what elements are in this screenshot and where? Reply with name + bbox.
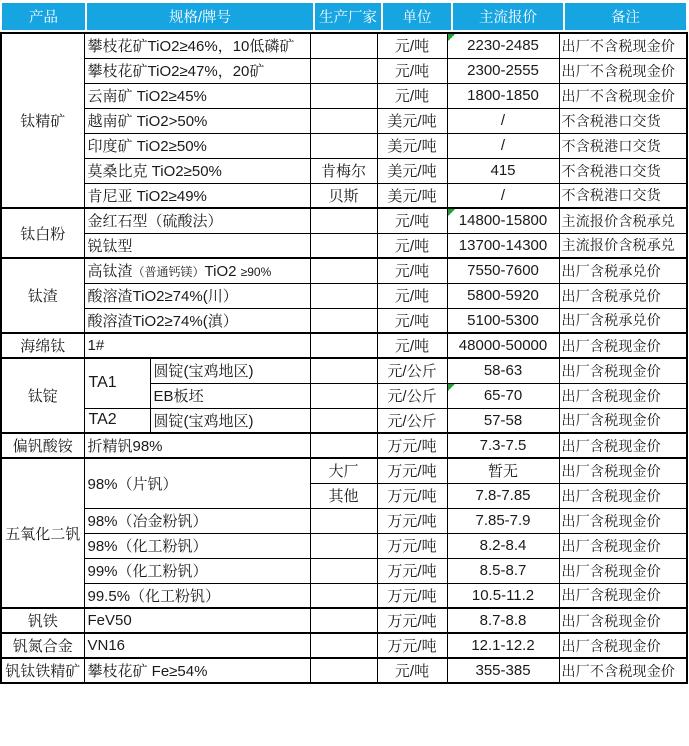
manufacturer-cell bbox=[310, 208, 377, 233]
note-cell: 主流报价含税承兑 bbox=[559, 208, 687, 233]
col-header-unit: 单位 bbox=[382, 2, 452, 31]
table-row bbox=[1, 508, 687, 533]
unit-cell: 万元/吨 bbox=[377, 458, 447, 483]
price-cell: 10.5-11.2 bbox=[447, 583, 559, 608]
unit-cell: 万元/吨 bbox=[377, 583, 447, 608]
spec-cell: 酸溶渣TiO2≥74%(川） bbox=[84, 283, 310, 308]
product-cell: 钛渣 bbox=[1, 258, 84, 333]
spec-cell: 99.5%（化工粉钒） bbox=[84, 583, 310, 608]
price-cell: 14800-15800 bbox=[447, 208, 559, 233]
manufacturer-cell bbox=[310, 583, 377, 608]
price-cell: 1800-1850 bbox=[447, 83, 559, 108]
unit-cell: 元/吨 bbox=[377, 658, 447, 683]
manufacturer-cell bbox=[310, 533, 377, 558]
manufacturer-cell bbox=[310, 133, 377, 158]
manufacturer-cell bbox=[310, 658, 377, 683]
unit-cell: 元/吨 bbox=[377, 308, 447, 333]
manufacturer-cell bbox=[310, 508, 377, 533]
grade-cell: TA2 bbox=[84, 408, 150, 433]
table-row bbox=[1, 233, 687, 258]
unit-cell: 美元/吨 bbox=[377, 108, 447, 133]
product-cell: 钛锭 bbox=[1, 358, 84, 433]
product-cell: 偏钒酸铵 bbox=[1, 433, 84, 458]
unit-cell: 万元/吨 bbox=[377, 533, 447, 558]
table-row bbox=[1, 333, 687, 358]
price-cell: 7.85-7.9 bbox=[447, 508, 559, 533]
spec-text-segment: （普通钙镁） bbox=[132, 265, 205, 280]
price-cell: 8.7-8.8 bbox=[447, 608, 559, 633]
price-cell: 355-385 bbox=[447, 658, 559, 683]
price-cell: 415 bbox=[447, 158, 559, 183]
note-cell: 出厂含税现金价 bbox=[559, 483, 687, 508]
table-row bbox=[1, 658, 687, 683]
note-cell: 出厂含税现金价 bbox=[559, 383, 687, 408]
col-header-price: 主流报价 bbox=[452, 2, 564, 31]
price-cell: 暂无 bbox=[447, 458, 559, 483]
table-header-row bbox=[0, 1, 688, 32]
note-cell: 出厂含税现金价 bbox=[559, 358, 687, 383]
spec-cell: 莫桑比克 TiO2≥50% bbox=[84, 158, 310, 183]
table-row bbox=[1, 133, 687, 158]
note-cell: 出厂含税现金价 bbox=[559, 533, 687, 558]
price-cell: 2230-2485 bbox=[447, 33, 559, 58]
note-cell: 出厂含税现金价 bbox=[559, 458, 687, 483]
price-cell: 8.2-8.4 bbox=[447, 533, 559, 558]
spec-cell: 98%（化工粉钒） bbox=[84, 533, 310, 558]
table-row bbox=[1, 108, 687, 133]
table-row bbox=[1, 608, 687, 633]
col-header-note: 备注 bbox=[564, 2, 687, 31]
spec-cell: 折精钒98% bbox=[84, 433, 310, 458]
note-cell: 出厂含税现金价 bbox=[559, 608, 687, 633]
spec-cell: FeV50 bbox=[84, 608, 310, 633]
manufacturer-cell bbox=[310, 108, 377, 133]
product-cell: 钒铁 bbox=[1, 608, 84, 633]
note-cell: 出厂不含税现金价 bbox=[559, 33, 687, 58]
manufacturer-cell bbox=[310, 233, 377, 258]
price-table bbox=[0, 32, 688, 684]
manufacturer-cell bbox=[310, 258, 377, 283]
price-cell: 7.8-7.85 bbox=[447, 483, 559, 508]
note-cell: 不含税港口交货 bbox=[559, 108, 687, 133]
manufacturer-cell bbox=[310, 433, 377, 458]
note-cell: 出厂不含税现金价 bbox=[559, 58, 687, 83]
price-cell: / bbox=[447, 108, 559, 133]
unit-cell: 元/吨 bbox=[377, 283, 447, 308]
spec-cell: 金红石型（硫酸法） bbox=[84, 208, 310, 233]
price-cell: 5800-5920 bbox=[447, 283, 559, 308]
table-row bbox=[1, 433, 687, 458]
product-cell: 钒氮合金 bbox=[1, 633, 84, 658]
note-cell: 不含税港口交货 bbox=[559, 183, 687, 208]
note-cell: 不含税港口交货 bbox=[559, 133, 687, 158]
col-header-spec: 规格/牌号 bbox=[86, 2, 314, 31]
table-row bbox=[1, 33, 687, 58]
unit-cell: 元/公斤 bbox=[377, 383, 447, 408]
note-cell: 出厂含税现金价 bbox=[559, 433, 687, 458]
table-row bbox=[1, 183, 687, 208]
manufacturer-cell: 大厂 bbox=[310, 458, 377, 483]
manufacturer-cell bbox=[310, 408, 377, 433]
unit-cell: 元/吨 bbox=[377, 333, 447, 358]
spec-cell: 98%（片钒） bbox=[84, 458, 310, 508]
product-cell: 钛精矿 bbox=[1, 33, 84, 208]
table-row bbox=[1, 358, 687, 383]
unit-cell: 元/吨 bbox=[377, 33, 447, 58]
spec-cell: 99%（化工粉钒） bbox=[84, 558, 310, 583]
unit-cell: 美元/吨 bbox=[377, 183, 447, 208]
manufacturer-cell bbox=[310, 283, 377, 308]
table-row bbox=[1, 558, 687, 583]
table-row bbox=[1, 533, 687, 558]
spec-cell: 攀枝花矿TiO2≥46%，10低磷矿 bbox=[84, 33, 310, 58]
manufacturer-cell bbox=[310, 333, 377, 358]
price-cell: 5100-5300 bbox=[447, 308, 559, 333]
unit-cell: 万元/吨 bbox=[377, 558, 447, 583]
note-cell: 出厂含税现金价 bbox=[559, 508, 687, 533]
spec-text-segment: 高钛渣 bbox=[87, 263, 133, 281]
type-cell: 圆锭(宝鸡地区) bbox=[150, 408, 310, 433]
unit-cell: 元/吨 bbox=[377, 208, 447, 233]
spec-cell: 锐钛型 bbox=[84, 233, 310, 258]
unit-cell: 万元/吨 bbox=[377, 508, 447, 533]
col-header-manufacturer: 生产厂家 bbox=[314, 2, 382, 31]
spec-cell: 1# bbox=[84, 333, 310, 358]
note-cell: 出厂不含税现金价 bbox=[559, 658, 687, 683]
price-cell: 48000-50000 bbox=[447, 333, 559, 358]
table-row bbox=[1, 58, 687, 83]
manufacturer-cell bbox=[310, 633, 377, 658]
price-cell: / bbox=[447, 133, 559, 158]
note-cell: 出厂含税承兑价 bbox=[559, 283, 687, 308]
price-cell: 12.1-12.2 bbox=[447, 633, 559, 658]
product-cell: 钛白粉 bbox=[1, 208, 84, 258]
table-row bbox=[1, 258, 687, 283]
spec-cell: 越南矿 TiO2>50% bbox=[84, 108, 310, 133]
spec-cell: 印度矿 TiO2≥50% bbox=[84, 133, 310, 158]
table-row bbox=[1, 158, 687, 183]
unit-cell: 元/公斤 bbox=[377, 408, 447, 433]
note-cell: 出厂含税承兑价 bbox=[559, 258, 687, 283]
price-cell: 58-63 bbox=[447, 358, 559, 383]
note-cell: 出厂含税承兑价 bbox=[559, 308, 687, 333]
grade-cell: TA1 bbox=[84, 358, 150, 408]
note-cell: 不含税港口交货 bbox=[559, 158, 687, 183]
manufacturer-cell bbox=[310, 58, 377, 83]
unit-cell: 元/公斤 bbox=[377, 358, 447, 383]
table-row bbox=[1, 283, 687, 308]
table-row bbox=[1, 83, 687, 108]
manufacturer-cell bbox=[310, 608, 377, 633]
table-row bbox=[1, 408, 687, 433]
manufacturer-cell: 其他 bbox=[310, 483, 377, 508]
unit-cell: 元/吨 bbox=[377, 258, 447, 283]
manufacturer-cell: 贝斯 bbox=[310, 183, 377, 208]
type-cell: 圆锭(宝鸡地区) bbox=[150, 358, 310, 383]
manufacturer-cell bbox=[310, 308, 377, 333]
spec-cell bbox=[84, 258, 310, 283]
note-cell: 出厂含税现金价 bbox=[559, 583, 687, 608]
table-row bbox=[1, 633, 687, 658]
product-cell: 钒钛铁精矿 bbox=[1, 658, 84, 683]
note-cell: 出厂含税现金价 bbox=[559, 408, 687, 433]
manufacturer-cell bbox=[310, 558, 377, 583]
price-cell: 7.3-7.5 bbox=[447, 433, 559, 458]
note-cell: 出厂含税现金价 bbox=[559, 333, 687, 358]
price-cell: 2300-2555 bbox=[447, 58, 559, 83]
header-row bbox=[1, 2, 687, 31]
table-row bbox=[1, 458, 687, 483]
spec-cell: 云南矿 TiO2≥45% bbox=[84, 83, 310, 108]
col-header-product: 产品 bbox=[1, 2, 86, 31]
type-cell: EB板坯 bbox=[150, 383, 310, 408]
spec-cell: 肯尼亚 TiO2≥49% bbox=[84, 183, 310, 208]
product-cell: 海绵钛 bbox=[1, 333, 84, 358]
spec-cell: 攀枝花矿TiO2≥47%，20矿 bbox=[84, 58, 310, 83]
spec-cell: 攀枝花矿 Fe≥54% bbox=[84, 658, 310, 683]
price-cell: 57-58 bbox=[447, 408, 559, 433]
unit-cell: 万元/吨 bbox=[377, 483, 447, 508]
note-cell: 出厂含税现金价 bbox=[559, 633, 687, 658]
manufacturer-cell bbox=[310, 358, 377, 383]
spec-cell: VN16 bbox=[84, 633, 310, 658]
product-cell: 五氧化二钒 bbox=[1, 458, 84, 608]
unit-cell: 元/吨 bbox=[377, 58, 447, 83]
price-cell: 65-70 bbox=[447, 383, 559, 408]
price-cell: 7550-7600 bbox=[447, 258, 559, 283]
manufacturer-cell bbox=[310, 33, 377, 58]
table-row bbox=[1, 583, 687, 608]
table-row bbox=[1, 208, 687, 233]
spec-cell: 98%（冶金粉钒） bbox=[84, 508, 310, 533]
price-cell: 13700-14300 bbox=[447, 233, 559, 258]
manufacturer-cell bbox=[310, 383, 377, 408]
note-cell: 出厂含税现金价 bbox=[559, 558, 687, 583]
manufacturer-cell bbox=[310, 83, 377, 108]
unit-cell: 万元/吨 bbox=[377, 633, 447, 658]
unit-cell: 元/吨 bbox=[377, 83, 447, 108]
unit-cell: 万元/吨 bbox=[377, 433, 447, 458]
price-cell: 8.5-8.7 bbox=[447, 558, 559, 583]
spec-text-segment: TiO2 bbox=[204, 263, 241, 281]
price-cell: / bbox=[447, 183, 559, 208]
table-row bbox=[1, 308, 687, 333]
note-cell: 出厂不含税现金价 bbox=[559, 83, 687, 108]
note-cell: 主流报价含税承兑 bbox=[559, 233, 687, 258]
manufacturer-cell: 肯梅尔 bbox=[310, 158, 377, 183]
spec-text-segment: ≥90% bbox=[240, 265, 272, 280]
unit-cell: 万元/吨 bbox=[377, 608, 447, 633]
unit-cell: 美元/吨 bbox=[377, 133, 447, 158]
unit-cell: 元/吨 bbox=[377, 233, 447, 258]
unit-cell: 美元/吨 bbox=[377, 158, 447, 183]
spec-cell: 酸溶渣TiO2≥74%(滇） bbox=[84, 308, 310, 333]
